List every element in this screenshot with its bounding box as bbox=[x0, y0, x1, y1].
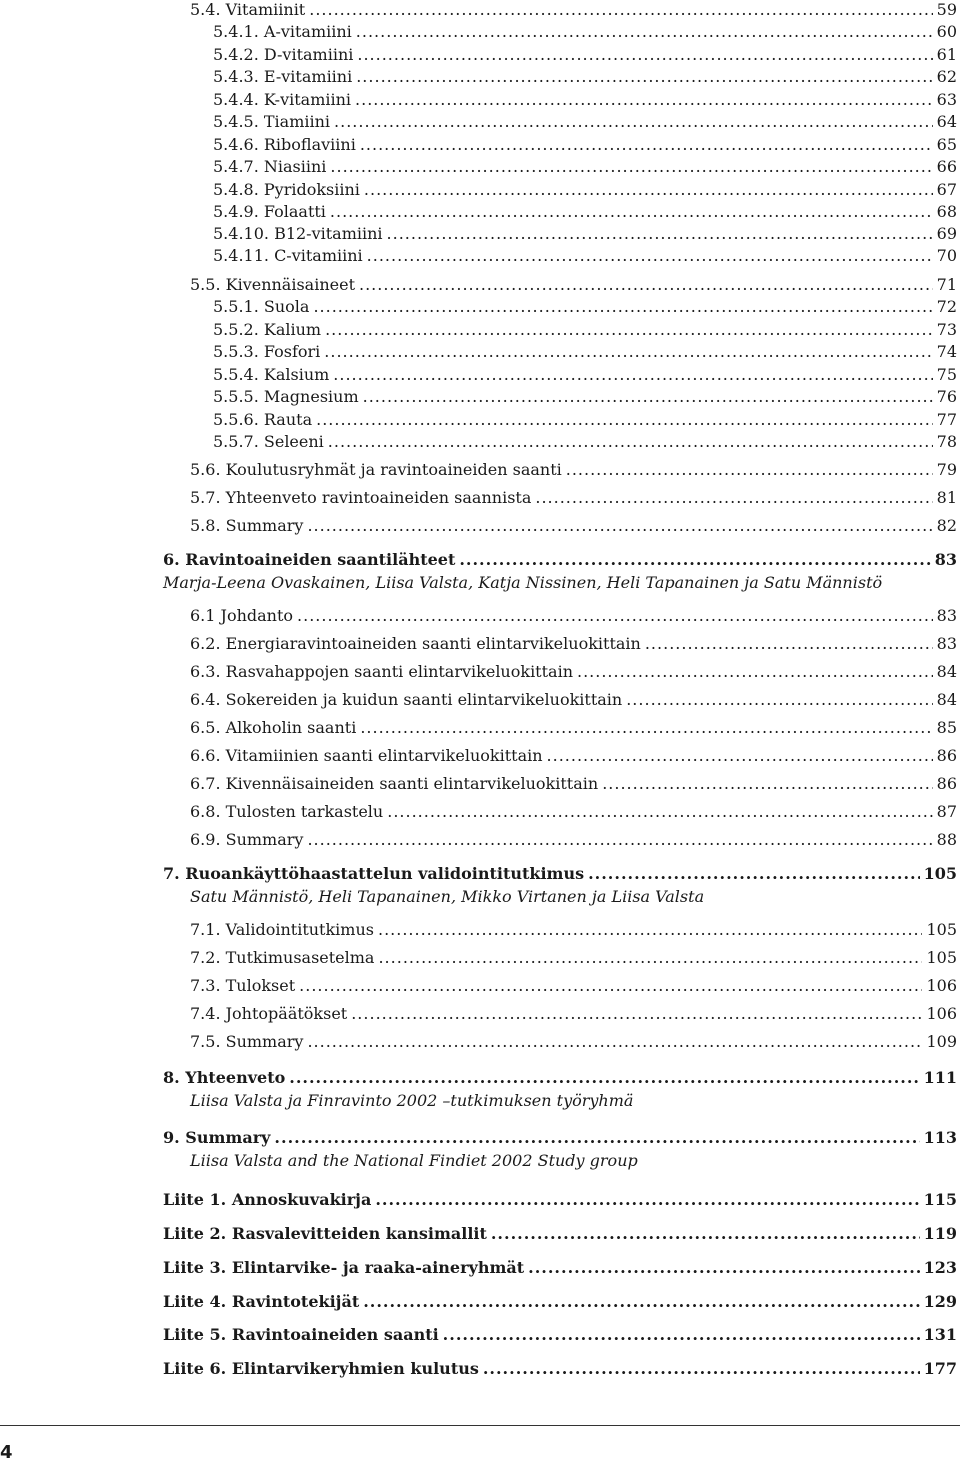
toc-entry-page-number: 85 bbox=[936, 718, 957, 737]
toc-entry-5-4-8-pyridoksiini[interactable] bbox=[213, 180, 957, 199]
dot-leader bbox=[334, 112, 933, 131]
toc-entry-5-5-5-magnesium[interactable] bbox=[213, 387, 957, 406]
toc-entry-liite-2-rasvalevitteiden-kansimallit[interactable] bbox=[163, 1224, 957, 1243]
toc-entry-page-number: 64 bbox=[936, 112, 957, 131]
toc-entry-page-number: 87 bbox=[936, 802, 957, 821]
toc-entry-page-number: 77 bbox=[936, 410, 957, 429]
dot-leader bbox=[324, 342, 932, 361]
dot-leader bbox=[307, 830, 932, 849]
toc-entry-5-5-4-kalsium[interactable] bbox=[213, 365, 957, 384]
toc-entry-label: 6.9. Summary bbox=[190, 830, 304, 849]
toc-entry-page-number: 84 bbox=[936, 690, 957, 709]
toc-entry-liite-3-elintarvike-ja-raaka-aineryhm-t[interactable] bbox=[163, 1258, 957, 1277]
toc-entry-page-number: 69 bbox=[936, 224, 957, 243]
dot-leader bbox=[274, 1128, 919, 1147]
dot-leader bbox=[375, 1190, 919, 1209]
toc-entry-label: 5.5.2. Kalium bbox=[213, 320, 322, 339]
toc-entry-label: 5.4.10. B12-vitamiini bbox=[213, 224, 383, 243]
dot-leader bbox=[357, 45, 932, 64]
toc-entry-7-5-summary[interactable] bbox=[190, 1032, 957, 1051]
toc-entry-5-4-10-b12-vitamiini[interactable] bbox=[213, 224, 957, 243]
toc-entry-page-number: 73 bbox=[936, 320, 957, 339]
toc-entry-label: 5.5.5. Magnesium bbox=[213, 387, 359, 406]
dot-leader bbox=[360, 135, 933, 154]
dot-leader bbox=[378, 948, 922, 967]
toc-entry-label: Liite 4. Ravintotekijät bbox=[163, 1292, 360, 1311]
toc-entry-label: 7. Ruoankäyttöhaastattelun validointitutkimus bbox=[163, 864, 585, 883]
toc-entry-7-3-tulokset[interactable] bbox=[190, 976, 957, 995]
chapter-authors: Satu Männistö, Heli Tapanainen, Mikko Virtanen ja Liisa Valsta bbox=[190, 887, 705, 906]
toc-entry-page-number: 67 bbox=[936, 180, 957, 199]
toc-entry-page-number: 59 bbox=[936, 0, 957, 19]
dot-leader bbox=[491, 1224, 920, 1243]
chapter-authors: Marja-Leena Ovaskainen, Liisa Valsta, Katja Nissinen, Heli Tapanainen ja Satu Männistö bbox=[163, 573, 883, 592]
dot-leader bbox=[367, 246, 933, 265]
dot-leader bbox=[355, 90, 933, 109]
page-number: 4 bbox=[0, 1442, 13, 1463]
toc-entry-page-number: 109 bbox=[926, 1032, 957, 1051]
toc-entry-page-number: 105 bbox=[926, 920, 957, 939]
dot-leader bbox=[577, 662, 933, 681]
dot-leader bbox=[299, 976, 922, 995]
toc-entry-5-4-9-folaatti[interactable] bbox=[213, 202, 957, 221]
toc-entry-5-4-7-niasiini[interactable] bbox=[213, 157, 957, 176]
toc-entry-label: 6.1 Johdanto bbox=[190, 606, 294, 625]
dot-leader bbox=[547, 746, 933, 765]
chapter-authors: Liisa Valsta and the National Findiet 2002 Study group bbox=[190, 1151, 638, 1170]
toc-entry-page-number: 84 bbox=[936, 662, 957, 681]
toc-entry-label: 7.3. Tulokset bbox=[190, 976, 296, 995]
toc-entry-label: 5.6. Koulutusryhmät ja ravintoaineiden saanti bbox=[190, 460, 562, 479]
dot-leader bbox=[645, 634, 933, 653]
dot-leader bbox=[459, 550, 930, 569]
toc-entry-page-number: 83 bbox=[934, 550, 957, 569]
toc-entry-label: Liite 1. Annoskuvakirja bbox=[163, 1190, 372, 1209]
toc-entry-label: Liite 2. Rasvalevitteiden kansimallit bbox=[163, 1224, 487, 1243]
dot-leader bbox=[387, 224, 933, 243]
dot-leader bbox=[588, 864, 920, 883]
toc-entry-label: 5.5.4. Kalsium bbox=[213, 365, 330, 384]
dot-leader bbox=[309, 0, 932, 19]
toc-entry-5-5-7-seleeni[interactable] bbox=[213, 432, 957, 451]
toc-entry-label: 5.4. Vitamiinit bbox=[190, 0, 306, 19]
dot-leader bbox=[364, 180, 933, 199]
toc-entry-5-4-6-riboflaviini[interactable] bbox=[213, 135, 957, 154]
dot-leader bbox=[483, 1359, 920, 1378]
dot-leader bbox=[333, 365, 932, 384]
toc-entry-label: 5.5.6. Rauta bbox=[213, 410, 313, 429]
dot-leader bbox=[566, 460, 933, 479]
toc-entry-label: 5.5.1. Suola bbox=[213, 297, 310, 316]
toc-entry-page-number: 63 bbox=[936, 90, 957, 109]
toc-entry-5-4-11-c-vitamiini[interactable] bbox=[213, 246, 957, 265]
chapter-authors: Liisa Valsta ja Finravinto 2002 –tutkimuksen työryhmä bbox=[190, 1091, 634, 1110]
toc-entry-5-5-6-rauta[interactable] bbox=[213, 410, 957, 429]
toc-entry-label: 5.4.6. Riboflaviini bbox=[213, 135, 356, 154]
toc-entry-page-number: 86 bbox=[936, 746, 957, 765]
toc-entry-5-7-yhteenveto-ravintoaineiden-saannista[interactable] bbox=[190, 488, 957, 507]
toc-entry-label: 7.4. Johtopäätökset bbox=[190, 1004, 348, 1023]
toc-entry-label: 6.6. Vitamiinien saanti elintarvikeluokittain bbox=[190, 746, 543, 765]
toc-entry-label: 5.7. Yhteenveto ravintoaineiden saannista bbox=[190, 488, 532, 507]
toc-entry-6-4-sokereiden-ja-kuidun-saanti-elintarvikeluokittain[interactable] bbox=[190, 690, 957, 709]
toc-entry-6-7-kivenn-isaineiden-saanti-elintarvikeluokittain[interactable] bbox=[190, 774, 957, 793]
toc-entry-page-number: 106 bbox=[926, 976, 957, 995]
toc-entry-page-number: 88 bbox=[936, 830, 957, 849]
dot-leader bbox=[330, 157, 932, 176]
toc-entry-page-number: 131 bbox=[923, 1325, 957, 1344]
toc-entry-page-number: 83 bbox=[936, 606, 957, 625]
toc-entry-liite-5-ravintoaineiden-saanti[interactable] bbox=[163, 1325, 957, 1344]
toc-entry-page-number: 66 bbox=[936, 157, 957, 176]
footer-divider bbox=[0, 1425, 960, 1426]
toc-entry-label: 9. Summary bbox=[163, 1128, 271, 1147]
toc-entry-page-number: 105 bbox=[926, 948, 957, 967]
toc-entry-label: 8. Yhteenveto bbox=[163, 1068, 286, 1087]
dot-leader bbox=[356, 22, 933, 41]
toc-entry-label: 7.5. Summary bbox=[190, 1032, 304, 1051]
toc-entry-6-8-tulosten-tarkastelu[interactable] bbox=[190, 802, 957, 821]
toc-entry-page-number: 79 bbox=[936, 460, 957, 479]
toc-entry-label: 7.2. Tutkimusasetelma bbox=[190, 948, 375, 967]
toc-entry-7-ruoank-ytt-haastattelun-validointitutkimus[interactable] bbox=[163, 864, 957, 883]
dot-leader bbox=[443, 1325, 920, 1344]
toc-entry-5-4-1-a-vitamiini[interactable] bbox=[213, 22, 957, 41]
dot-leader bbox=[351, 1004, 922, 1023]
toc-entry-label: 6.3. Rasvahappojen saanti elintarvikeluokittain bbox=[190, 662, 573, 681]
toc-entry-label: 5.8. Summary bbox=[190, 516, 304, 535]
toc-entry-5-4-5-tiamiini[interactable] bbox=[213, 112, 957, 131]
dot-leader bbox=[325, 320, 933, 339]
toc-entry-page-number: 70 bbox=[936, 246, 957, 265]
toc-entry-page-number: 82 bbox=[936, 516, 957, 535]
dot-leader bbox=[363, 387, 933, 406]
toc-entry-page-number: 177 bbox=[923, 1359, 957, 1378]
toc-entry-label: 7.1. Validointitutkimus bbox=[190, 920, 374, 939]
toc-entry-page-number: 74 bbox=[936, 342, 957, 361]
toc-entry-page-number: 111 bbox=[923, 1068, 957, 1087]
toc-entry-8-yhteenveto[interactable] bbox=[163, 1068, 957, 1087]
toc-entry-label: 6.5. Alkoholin saanti bbox=[190, 718, 357, 737]
dot-leader bbox=[528, 1258, 919, 1277]
toc-entry-7-2-tutkimusasetelma[interactable] bbox=[190, 948, 957, 967]
dot-leader bbox=[328, 432, 933, 451]
dot-leader bbox=[307, 1032, 922, 1051]
toc-entry-5-4-vitamiinit[interactable] bbox=[190, 0, 957, 19]
toc-entry-page-number: 86 bbox=[936, 774, 957, 793]
toc-entry-liite-1-annoskuvakirja[interactable] bbox=[163, 1190, 957, 1209]
toc-entry-page-number: 76 bbox=[936, 387, 957, 406]
toc-entry-page-number: 60 bbox=[936, 22, 957, 41]
toc-entry-liite-6-elintarvikeryhmien-kulutus[interactable] bbox=[163, 1359, 957, 1378]
dot-leader bbox=[330, 202, 933, 221]
toc-entry-page-number: 65 bbox=[936, 135, 957, 154]
toc-entry-page-number: 81 bbox=[936, 488, 957, 507]
dot-leader bbox=[289, 1068, 919, 1087]
toc-entry-6-6-vitamiinien-saanti-elintarvikeluokittain[interactable] bbox=[190, 746, 957, 765]
toc-entry-label: 6. Ravintoaineiden saantilähteet bbox=[163, 550, 456, 569]
dot-leader bbox=[360, 718, 932, 737]
toc-entry-label: 5.4.3. E-vitamiini bbox=[213, 67, 353, 86]
toc-entry-page-number: 113 bbox=[923, 1128, 957, 1147]
dot-leader bbox=[316, 410, 933, 429]
dot-leader bbox=[307, 516, 932, 535]
toc-entry-label: Liite 5. Ravintoaineiden saanti bbox=[163, 1325, 439, 1344]
toc-entry-5-4-2-d-vitamiini[interactable] bbox=[213, 45, 957, 64]
toc-entry-label: 5.5. Kivennäisaineet bbox=[190, 275, 355, 294]
toc-entry-page-number: 115 bbox=[923, 1190, 957, 1209]
toc-entry-5-4-4-k-vitamiini[interactable] bbox=[213, 90, 957, 109]
toc-entry-label: 6.2. Energiaravintoaineiden saanti elintarvikeluokittain bbox=[190, 634, 641, 653]
toc-entry-label: 5.4.5. Tiamiini bbox=[213, 112, 331, 131]
toc-entry-6-ravintoaineiden-saantil-hteet[interactable] bbox=[163, 550, 957, 569]
toc-entry-5-6-koulutusryhm-t-ja-ravintoaineiden-saanti[interactable] bbox=[190, 460, 957, 479]
dot-leader bbox=[363, 1292, 919, 1311]
toc-entry-page-number: 75 bbox=[936, 365, 957, 384]
toc-entry-5-5-2-kalium[interactable] bbox=[213, 320, 957, 339]
toc-entry-page-number: 71 bbox=[936, 275, 957, 294]
toc-entry-page-number: 78 bbox=[936, 432, 957, 451]
toc-entry-label: Liite 6. Elintarvikeryhmien kulutus bbox=[163, 1359, 479, 1378]
toc-entry-5-8-summary[interactable] bbox=[190, 516, 957, 535]
toc-entry-label: 5.4.7. Niasiini bbox=[213, 157, 327, 176]
toc-entry-page-number: 62 bbox=[936, 67, 957, 86]
dot-leader bbox=[313, 297, 932, 316]
toc-entry-6-2-energiaravintoaineiden-saanti-elintarvikeluokittain[interactable] bbox=[190, 634, 957, 653]
toc-entry-5-5-1-suola[interactable] bbox=[213, 297, 957, 316]
dot-leader bbox=[626, 690, 932, 709]
dot-leader bbox=[535, 488, 932, 507]
dot-leader bbox=[387, 802, 932, 821]
toc-entry-page-number: 61 bbox=[936, 45, 957, 64]
toc-entry-7-4-johtop-t-kset[interactable] bbox=[190, 1004, 957, 1023]
toc-entry-5-5-3-fosfori[interactable] bbox=[213, 342, 957, 361]
toc-entry-label: 5.4.1. A-vitamiini bbox=[213, 22, 352, 41]
toc-entry-label: 5.4.11. C-vitamiini bbox=[213, 246, 363, 265]
toc-entry-page-number: 123 bbox=[923, 1258, 957, 1277]
toc-entry-6-9-summary[interactable] bbox=[190, 830, 957, 849]
toc-entry-label: 6.7. Kivennäisaineiden saanti elintarvikeluokittain bbox=[190, 774, 599, 793]
toc-entry-page-number: 105 bbox=[923, 864, 957, 883]
toc-entry-page-number: 72 bbox=[936, 297, 957, 316]
toc-entry-5-5-kivenn-isaineet[interactable] bbox=[190, 275, 957, 294]
toc-entry-label: 6.4. Sokereiden ja kuidun saanti elintarvikeluokittain bbox=[190, 690, 623, 709]
toc-entry-liite-4-ravintotekij-t[interactable] bbox=[163, 1292, 957, 1311]
toc-entry-label: 5.4.8. Pyridoksiini bbox=[213, 180, 360, 199]
toc-entry-page-number: 129 bbox=[923, 1292, 957, 1311]
toc-entry-7-1-validointitutkimus[interactable] bbox=[190, 920, 957, 939]
toc-entry-label: 6.8. Tulosten tarkastelu bbox=[190, 802, 384, 821]
toc-entry-9-summary[interactable] bbox=[163, 1128, 957, 1147]
toc-entry-label: Liite 3. Elintarvike- ja raaka-aineryhmät bbox=[163, 1258, 525, 1277]
toc-entry-label: 5.5.3. Fosfori bbox=[213, 342, 321, 361]
toc-entry-label: 5.5.7. Seleeni bbox=[213, 432, 324, 451]
toc-entry-6-3-rasvahappojen-saanti-elintarvikeluokittain[interactable] bbox=[190, 662, 957, 681]
dot-leader bbox=[378, 920, 922, 939]
toc-entry-page-number: 83 bbox=[936, 634, 957, 653]
toc-entry-label: 5.4.4. K-vitamiini bbox=[213, 90, 352, 109]
toc-entry-5-4-3-e-vitamiini[interactable] bbox=[213, 67, 957, 86]
toc-entry-label: 5.4.2. D-vitamiini bbox=[213, 45, 354, 64]
dot-leader bbox=[602, 774, 932, 793]
dot-leader bbox=[297, 606, 933, 625]
toc-entry-label: 5.4.9. Folaatti bbox=[213, 202, 326, 221]
toc-entry-page-number: 119 bbox=[923, 1224, 957, 1243]
dot-leader bbox=[356, 67, 932, 86]
toc-entry-6-5-alkoholin-saanti[interactable] bbox=[190, 718, 957, 737]
toc-entry-page-number: 106 bbox=[926, 1004, 957, 1023]
toc-entry-6-1-johdanto[interactable] bbox=[190, 606, 957, 625]
toc-entry-page-number: 68 bbox=[936, 202, 957, 221]
dot-leader bbox=[359, 275, 933, 294]
